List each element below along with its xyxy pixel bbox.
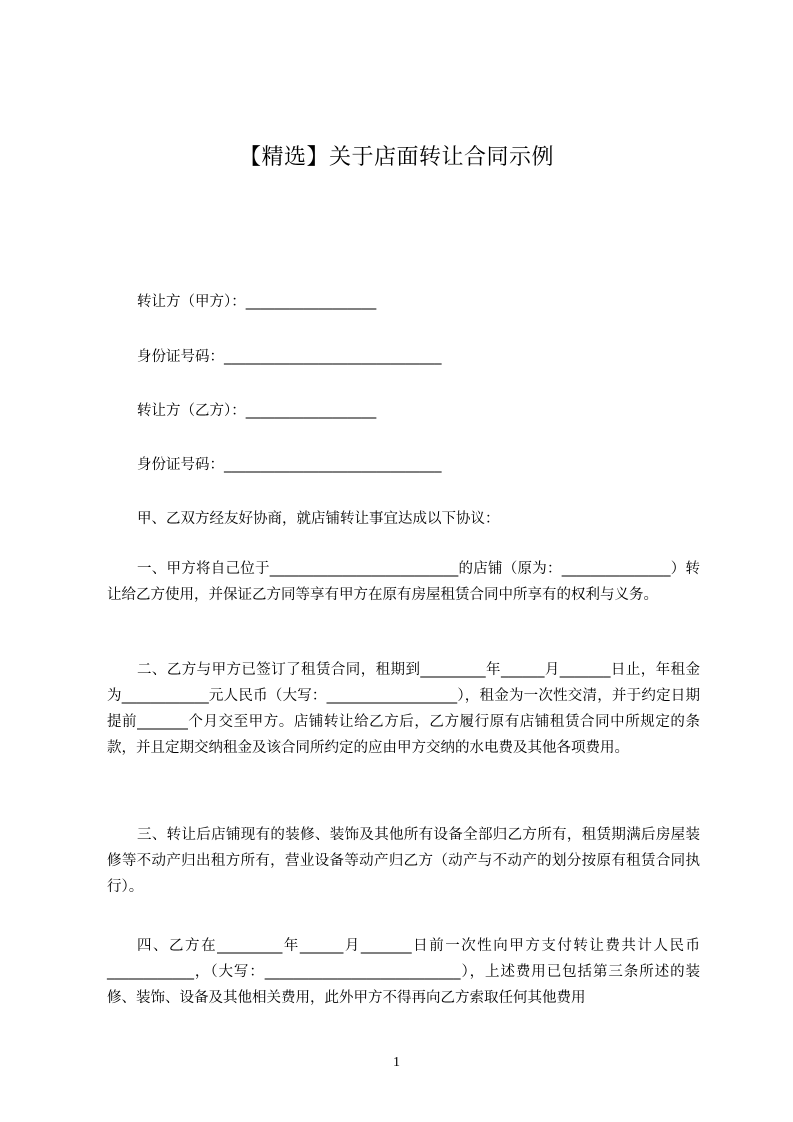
party-a-id-field: 身份证号码：______________________________: [137, 349, 442, 365]
clause-2: 二、乙方与甲方已签订了租赁合同，租期到_________年______月_______日止，年租金为____________元人民币（大写：__________________），租金为一次性交清，并于约定日期提前_______个月交至甲方。店铺转让给乙方后，乙方履行原有店铺租赁合同中所规定的条款，并且定期交纳租金及该合同所约定的应由甲方交纳的水电费及其他各项费用。: [107, 662, 700, 756]
intro-paragraph: 甲、乙双方经友好协商，就店铺转让事宜达成以下协议：: [137, 511, 500, 527]
party-a-field: 转让方（甲方）：__________________: [137, 294, 377, 310]
clause-3: 三、转让后店铺现有的装修、装饰及其他所有设备全部归乙方所有，租赁期满后房屋装修等不动产归出租方所有，营业设备等动产归乙方（动产与不动产的划分按原有租赁合同执行）。: [107, 827, 700, 895]
party-b-id-field: 身份证号码：______________________________: [137, 457, 442, 473]
party-b-field: 转让方（乙方）：__________________: [137, 403, 377, 419]
clause-1: 一、甲方将自己位于__________________________的店铺（原为：_______________）转让给乙方使用，并保证乙方同等享有甲方在原有房屋租赁合同中所享有的权利与义务。: [107, 561, 700, 603]
document-title: 【精选】关于店面转让合同示例: [238, 145, 554, 170]
clause-4: 四、乙方在_________年______月_______日前一次性向甲方支付转让费共计人民币____________，（大写：___________________________），上述费用已包括第三条所述的装修、装饰、设备及其他相关费用，此外甲方不得再向乙方索取任何其他费用: [107, 938, 700, 1006]
page-number: 1: [393, 1055, 400, 1070]
